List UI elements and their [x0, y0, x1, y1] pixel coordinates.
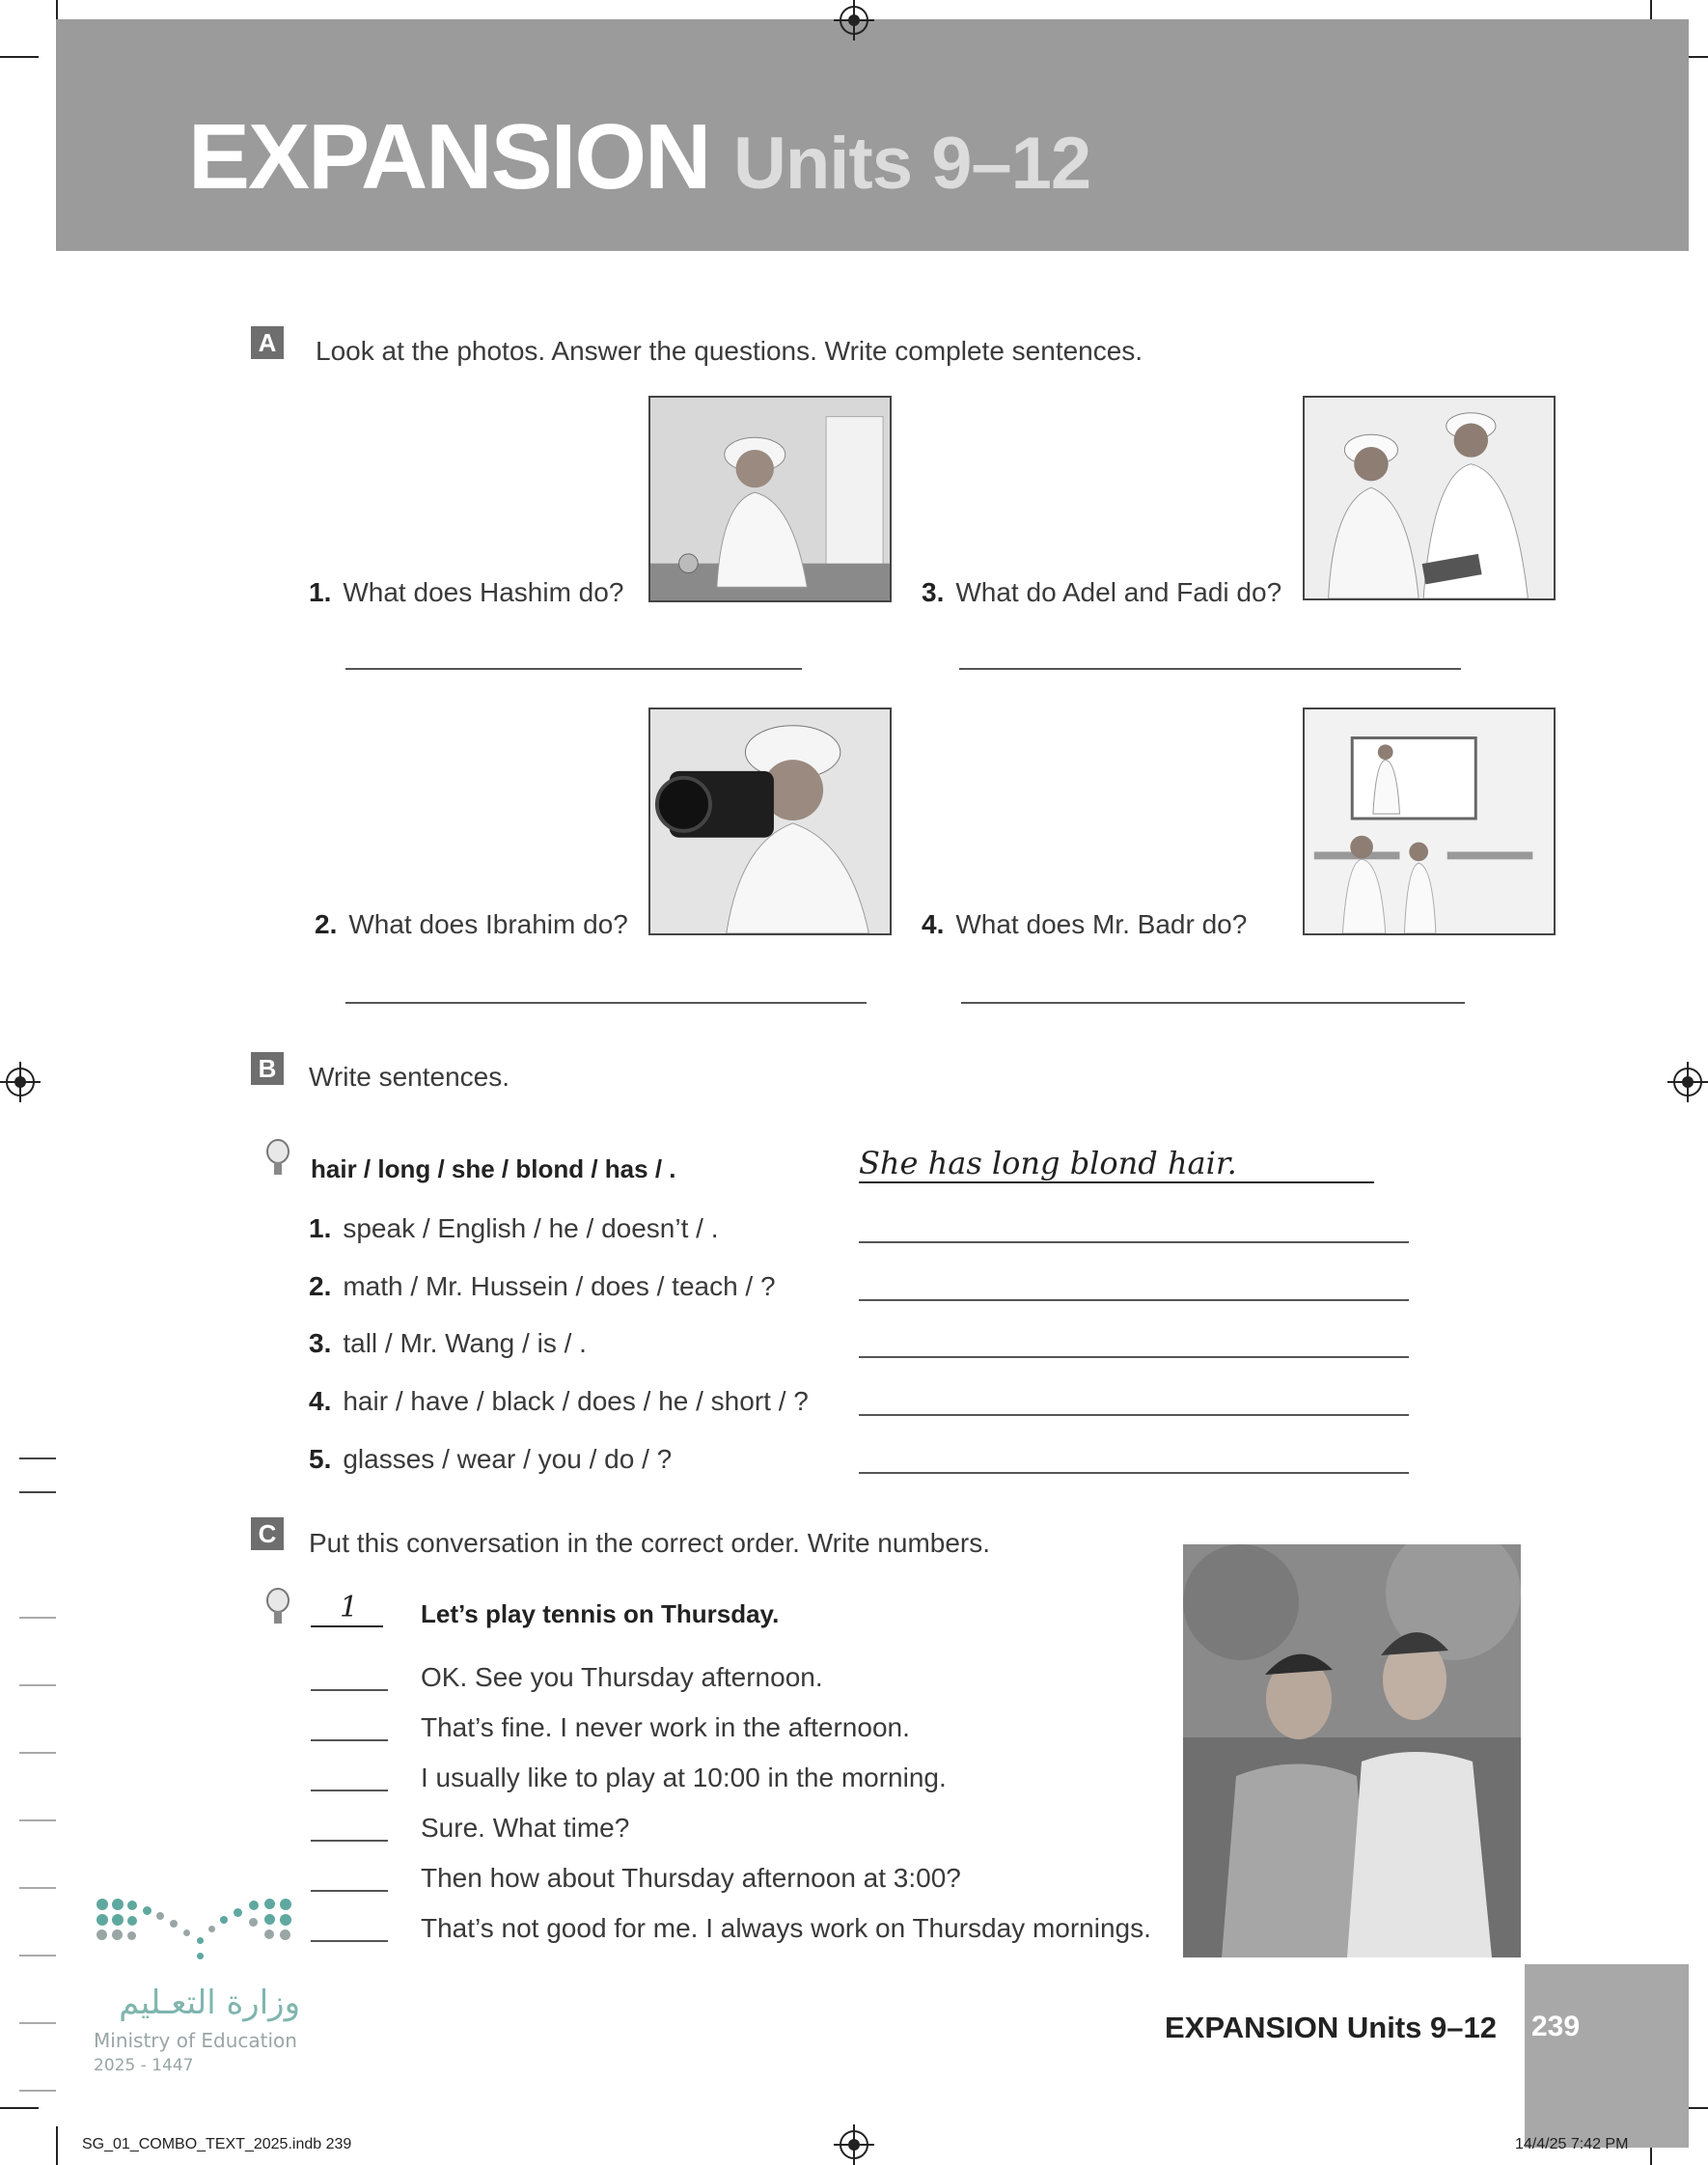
question-text: What does Hashim do?	[343, 577, 624, 607]
section-c-badge: C	[251, 1517, 284, 1550]
conversation-line: That’s not good for me. I always work on Thursday mornings.	[421, 1913, 1151, 1943]
section-a-instruction: Look at the photos. Answer the questions. Write complete sentences.	[316, 336, 1143, 366]
question-text: What do Adel and Fadi do?	[955, 577, 1282, 607]
order-blank[interactable]	[311, 1890, 388, 1892]
section-a-badge: A	[251, 326, 284, 359]
answer-line-1[interactable]	[345, 668, 802, 670]
question-number: 4.	[922, 909, 945, 939]
example-order-number: 1	[340, 1591, 359, 1624]
question-text: What does Mr. Badr do?	[955, 909, 1248, 939]
answer-line[interactable]	[859, 1414, 1409, 1416]
logo-arabic-text: وزارة التعـليم	[119, 1984, 300, 2022]
logo-years: 2025 - 1447	[94, 2056, 194, 2075]
example-answer-line	[859, 1181, 1374, 1183]
answer-line[interactable]	[859, 1241, 1409, 1243]
conversation-line: OK. See you Thursday afternoon.	[421, 1662, 823, 1692]
running-footer-title: EXPANSION Units 9–12	[1165, 2011, 1497, 2044]
sentence-item-5	[309, 1444, 672, 1475]
lightbulb-icon	[265, 1588, 290, 1626]
section-b-instruction: Write sentences.	[309, 1062, 510, 1092]
margin-tick	[19, 1752, 56, 1754]
order-blank[interactable]	[311, 1739, 388, 1741]
item-text: math / Mr. Hussein / does / teach / ?	[343, 1271, 776, 1301]
section-b-badge: B	[251, 1052, 284, 1085]
order-blank[interactable]	[311, 1840, 388, 1842]
order-blank[interactable]	[311, 1940, 388, 1942]
question-number: 1.	[309, 577, 332, 607]
margin-tick	[19, 1491, 56, 1493]
answer-line[interactable]	[859, 1356, 1409, 1358]
item-text: glasses / wear / you / do / ?	[343, 1444, 673, 1474]
item-number: 1.	[309, 1213, 332, 1243]
answer-line-4[interactable]	[961, 1002, 1465, 1004]
item-number: 5.	[309, 1444, 332, 1474]
photo-two-friends	[1183, 1544, 1521, 1957]
conversation-line: Then how about Thursday afternoon at 3:00?	[421, 1863, 961, 1893]
page-number: 239	[1531, 2011, 1581, 2042]
question-number: 3.	[922, 577, 945, 607]
example-order-line	[311, 1625, 383, 1627]
margin-tick	[19, 1457, 56, 1459]
item-text: tall / Mr. Wang / is / .	[343, 1328, 587, 1358]
page-number-box	[1525, 1964, 1689, 2148]
answer-line-3[interactable]	[959, 668, 1461, 670]
registration-mark-icon	[6, 1068, 35, 1096]
photo-hashim-office	[648, 396, 892, 602]
question-text: What does Ibrahim do?	[348, 909, 628, 939]
photo-mr-badr-classroom	[1303, 708, 1556, 935]
item-text: speak / English / he / doesn’t / .	[343, 1213, 719, 1243]
crop-mark	[0, 2107, 39, 2109]
registration-mark-icon	[840, 6, 868, 35]
photo-adel-fadi	[1303, 396, 1556, 600]
conversation-line: I usually like to play at 10:00 in the morning.	[421, 1763, 947, 1792]
page-title-main: EXPANSION	[188, 105, 710, 208]
answer-line-2[interactable]	[345, 1002, 867, 1004]
sentence-item-4	[309, 1386, 809, 1417]
slug-date: 14/4/25 7:42 PM	[1515, 2136, 1629, 2152]
answer-line[interactable]	[859, 1299, 1409, 1301]
margin-tick	[19, 1955, 56, 1957]
order-blank[interactable]	[311, 1689, 388, 1691]
answer-line[interactable]	[859, 1472, 1409, 1474]
registration-mark-icon	[1673, 1068, 1702, 1096]
question-2	[315, 909, 628, 940]
page-title	[188, 104, 1090, 210]
header-notch	[0, 201, 56, 251]
example-conversation-line: Let’s play tennis on Thursday.	[421, 1599, 780, 1628]
conversation-line: That’s fine. I never work in the afternoon.	[421, 1712, 910, 1742]
sentence-item-2	[309, 1271, 776, 1302]
page-title-sub: Units 9–12	[733, 123, 1091, 205]
lightbulb-icon	[265, 1139, 290, 1178]
item-number: 4.	[309, 1386, 332, 1416]
section-c-instruction: Put this conversation in the correct order. Write numbers.	[309, 1528, 991, 1558]
question-number: 2.	[315, 909, 338, 939]
margin-tick	[19, 1887, 56, 1889]
item-text: hair / have / black / does / he / short / ?	[343, 1386, 809, 1416]
ministry-logo-icon	[96, 1897, 304, 1964]
logo-english-text: Ministry of Education	[94, 2029, 297, 2052]
question-4	[922, 909, 1247, 940]
item-number: 2.	[309, 1271, 332, 1301]
margin-tick	[19, 1819, 56, 1821]
question-1	[309, 577, 623, 608]
question-3	[922, 577, 1281, 608]
margin-tick	[19, 2022, 56, 2024]
sentence-item-3	[309, 1328, 587, 1359]
conversation-line: Sure. What time?	[421, 1813, 630, 1843]
example-answer: She has long blond hair.	[859, 1145, 1237, 1181]
registration-mark-icon	[840, 2130, 868, 2159]
order-blank[interactable]	[311, 1790, 388, 1791]
crop-mark	[56, 2126, 58, 2165]
margin-tick	[19, 1684, 56, 1686]
example-prompt: hair / long / she / blond / has / .	[311, 1154, 676, 1183]
margin-tick	[19, 2090, 56, 2092]
margin-tick	[19, 1617, 56, 1619]
photo-ibrahim-camera	[648, 708, 892, 935]
sentence-item-1	[309, 1213, 718, 1244]
crop-mark	[0, 56, 39, 58]
slug-file: SG_01_COMBO_TEXT_2025.indb 239	[82, 2136, 352, 2152]
item-number: 3.	[309, 1328, 332, 1358]
